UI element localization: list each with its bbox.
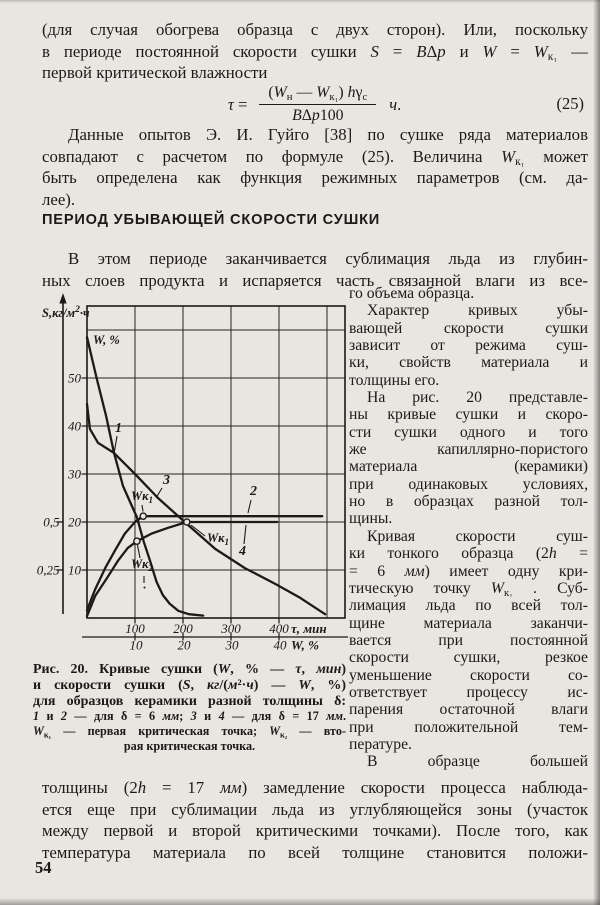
formula-row: [42, 84, 588, 126]
text-line: ется еще при сублимации льда из углубляющейся зоны (участок: [42, 799, 588, 819]
wk2-label-curve4: $Wк_2$: [131, 557, 153, 573]
s-axis-label: $S,кг/м^2\cdot ч$: [42, 305, 90, 320]
equation-number: (25): [556, 94, 584, 113]
formula-25: [228, 84, 401, 125]
text-line: зависит от режима суш-: [349, 337, 588, 355]
curve-1: [87, 337, 203, 615]
text-line: первой критической влажности: [42, 63, 268, 83]
formula-unit: ч.: [389, 94, 402, 114]
text-line: для образцов керамики разной толщины δ:: [33, 693, 346, 709]
text-line: но в образцах разной тол-: [349, 493, 588, 511]
tick-label: 30: [225, 637, 239, 653]
text-line: рая критическая точка.: [123, 739, 256, 754]
w-bottom-axis-unit: W, %: [291, 637, 319, 653]
figure-20-caption: [33, 662, 346, 754]
axis-ticks-marks: [82, 378, 280, 624]
page-number: 54: [35, 858, 52, 877]
critical-point-Wк2: [134, 538, 140, 544]
tick-label: 10: [68, 562, 81, 578]
text-line: Рис. 20. Кривые сушки (W, % — τ, мин): [33, 662, 346, 677]
tick-label: 30: [68, 466, 81, 482]
text-line: парения остаточной влаги: [349, 701, 588, 719]
formula-denominator: BΔp100: [292, 107, 344, 124]
tick-label: 100: [125, 621, 145, 636]
text-line: Характер кривых убы-: [367, 302, 588, 320]
wk1-label-curve2: $Wк_1$: [131, 489, 153, 505]
bottom-paragraph: [42, 777, 588, 863]
curve-3: [87, 404, 325, 614]
text-line: $W_{к_1}$ — первая критическая точка; $W_{к_2}$ — вто-: [33, 724, 346, 740]
tick-label: 40: [273, 637, 287, 653]
curve-4-label: 4: [239, 544, 246, 559]
tick-label: 20: [68, 514, 81, 530]
text-line: ки тонкого образца (2h =: [349, 545, 588, 563]
text-line: уменьшение скорости со-: [349, 666, 588, 684]
text-line: в периоде постоянной скорости сушки S = BΔp и $W = W_{к_1}$ —: [42, 41, 588, 63]
section-heading: ПЕРИОД УБЫВАЮЩЕЙ СКОРОСТИ СУШКИ: [42, 212, 381, 228]
tick-label: 20: [177, 637, 191, 653]
curve-2: [87, 516, 322, 610]
text-line: (для случая обогрева образца с двух сторон). Или, поскольку: [42, 20, 588, 39]
text-line: ны кривые сушки и скоро-: [349, 406, 588, 424]
text-line: совпадают с расчетом по формуле (25). Величина $W_{к_1}$ может: [42, 146, 588, 168]
text-line: лее).: [42, 189, 76, 209]
plot-frame: [87, 306, 345, 618]
text-line: скорости сушки, резкое: [349, 649, 588, 667]
text-line: щины.: [349, 510, 393, 528]
tick-label: 0,25: [36, 562, 60, 578]
critical-point-Wк1: [184, 519, 190, 525]
text-line: вается при постоянной: [349, 631, 588, 649]
w-axis-inner-label: W, %: [93, 333, 120, 347]
text-line: толщины его.: [349, 371, 440, 389]
text-line: при положительной тем-: [349, 718, 588, 736]
paragraph-guigo: [42, 124, 588, 210]
text-line: щине материала заканчи-: [349, 614, 588, 632]
formula-lhs: τ =: [228, 94, 248, 114]
text-line: На рис. 20 представле-: [367, 389, 588, 407]
text-line: и скорости сушки (S, кг/(м²·ч) — W, %): [33, 677, 346, 693]
formula-numerator: ($W_н$ — $W_{к_1}$) $h\gamma_с$: [259, 84, 376, 105]
curve-3-label: 3: [163, 473, 170, 488]
tau-axis-unit: τ, мин: [291, 621, 327, 636]
text-line: ки, свойств материала и: [349, 354, 588, 372]
plot-grid: [87, 306, 345, 618]
text-line: В образце большей: [367, 753, 588, 771]
text-line: при одинаковых условиях,: [349, 475, 588, 493]
tick-label: 300: [221, 621, 241, 636]
text-line: тическую точку $W_{к_1}$ . Суб-: [349, 579, 588, 598]
top-paragraph: [42, 19, 588, 84]
text-line: сти сушки одного и того: [349, 423, 588, 441]
scan-edge-top: [0, 0, 600, 3]
figure-20-chart: [30, 292, 350, 664]
text-line: быть определена как функция режимных параметров (см. да-: [42, 168, 588, 188]
text-line: между первой и второй критическими точками). После того, как: [42, 821, 588, 841]
tick-label: 10: [129, 637, 143, 653]
scan-speck: [144, 587, 146, 589]
text-line: вающей скорости сушки: [349, 319, 588, 337]
text-line: пературе.: [349, 735, 412, 753]
curves: [87, 337, 325, 616]
text-line: = 6 мм) имеет одну кри-: [349, 562, 588, 580]
text-line: толщины (2h = 17 мм) замедление скорости процесса наблюда-: [42, 778, 588, 797]
tick-labels: [37, 371, 290, 653]
text-line: го объема образца.: [349, 285, 475, 302]
tick-label: 50: [68, 370, 81, 386]
tick-label: 40: [68, 418, 81, 434]
text-line: 1 и 2 — для δ = 6 мм; 3 и 4 — для δ = 17 мм.: [33, 709, 346, 724]
scan-edge-bottom: [0, 898, 600, 905]
text-line: же капиллярно-пористого: [349, 441, 588, 459]
tick-label: 0,5: [43, 514, 60, 530]
text-line: Кривая скорости суш-: [367, 527, 588, 545]
formula-fraction: [259, 84, 376, 125]
text-line: ответствует процессу ис-: [349, 683, 588, 701]
tick-label: 400: [269, 621, 289, 636]
text-line: материала (керамики): [349, 458, 588, 476]
text-line: Данные опытов Э. И. Гуйго [38] по сушке ряда материалов: [68, 125, 588, 144]
critical-point-Wк1: [140, 513, 146, 519]
right-text-column: [349, 285, 588, 771]
wk1-label-curve4: $Wк_1$: [207, 531, 229, 547]
curve-2-label: 2: [250, 484, 257, 499]
text-line: лимация льда по всей тол-: [349, 597, 588, 615]
text-line: В этом периоде заканчивается сублимация льда из глубин-: [68, 249, 588, 268]
text-line: температура материала по всей толщине становится положи-: [42, 842, 588, 862]
tick-label: 200: [173, 621, 193, 636]
text-line: ных слоев продукта и испаряется часть связанной влаги из все-: [42, 270, 588, 290]
scan-edge-right: [593, 0, 600, 905]
curve-1-label: 1: [115, 421, 122, 436]
axis-arrow-icon: [59, 293, 66, 304]
